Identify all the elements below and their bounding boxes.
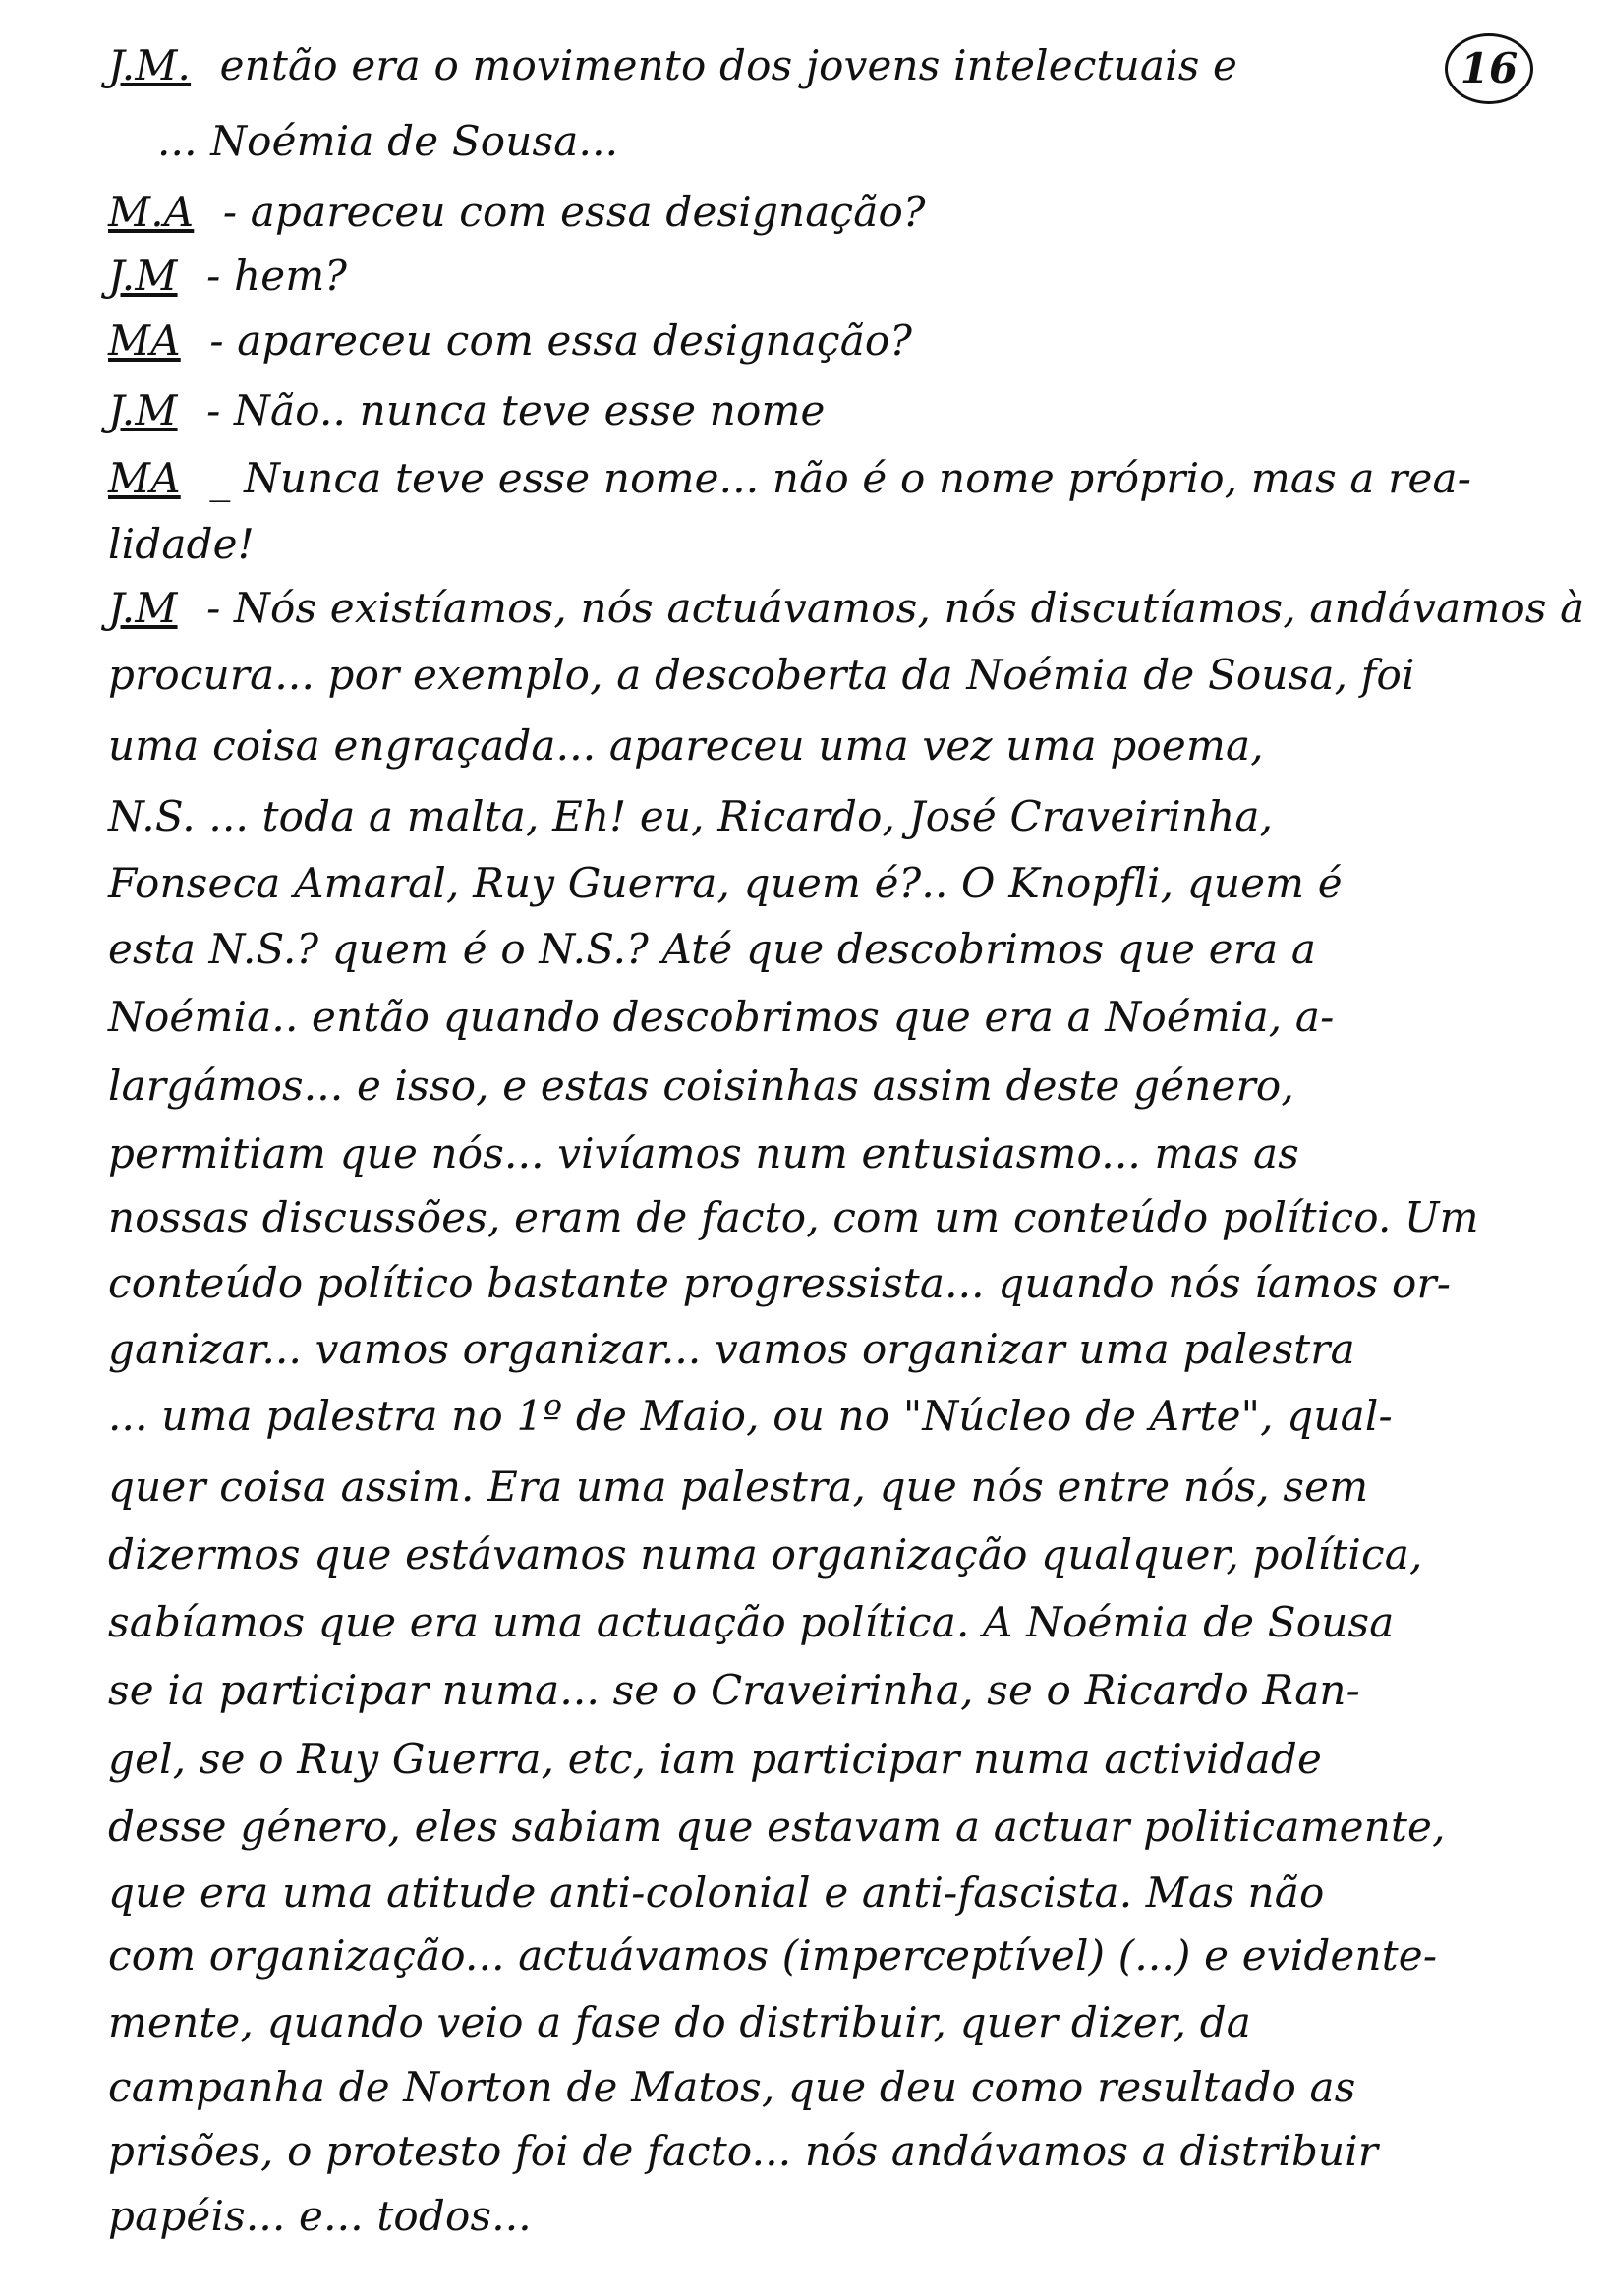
transcript-line <box>108 925 1533 973</box>
line-text: mente, quando veio a fase do distribuir, quer dizer, da <box>108 1998 1252 2046</box>
transcript-line <box>108 792 1533 840</box>
transcript-line <box>108 2063 1533 2111</box>
line-text: ganizar... vamos organizar... vamos organizar uma palestra <box>108 1325 1355 1373</box>
line-text: nossas discussões, eram de facto, com um conteúdo político. Um <box>108 1193 1479 1241</box>
transcript-line <box>108 1598 1533 1646</box>
speaker-label: J.M <box>108 584 178 632</box>
line-text: - Não.. nunca teve esse nome <box>206 386 826 434</box>
line-text: papéis... e... todos... <box>108 2192 532 2240</box>
speaker-label: MA <box>108 454 181 502</box>
transcript-line <box>108 252 1533 300</box>
line-text: quer coisa assim. Era uma palestra, que nós entre nós, sem <box>108 1463 1369 1511</box>
page-number: 16 <box>1445 33 1533 104</box>
transcript-line <box>108 584 1585 632</box>
transcript-line <box>108 188 1533 236</box>
transcript-line <box>108 1129 1533 1177</box>
line-text: Fonseca Amaral, Ruy Guerra, quem é?.. O Knopfli, quem é <box>108 859 1343 907</box>
transcript-line <box>108 1803 1533 1851</box>
line-text: desse género, eles sabiam que estavam a actuar politicamente, <box>108 1803 1446 1851</box>
line-text: - hem? <box>206 252 348 300</box>
transcript-line <box>108 1931 1533 1980</box>
line-text: N.S. ... toda a malta, Eh! eu, Ricardo, José Craveirinha, <box>108 792 1274 840</box>
transcript-line <box>108 520 1533 568</box>
speaker-label: M.A <box>108 188 195 236</box>
line-text: campanha de Norton de Matos, que deu como resultado as <box>108 2063 1356 2111</box>
transcript-line <box>108 41 1533 89</box>
line-text: Noémia.. então quando descobrimos que era a Noémia, a- <box>108 993 1335 1041</box>
transcript-line <box>108 2192 1533 2240</box>
line-text: - apareceu com essa designação? <box>222 188 926 236</box>
line-text: procura... por exemplo, a descoberta da Noémia de Sousa, foi <box>108 651 1415 699</box>
line-text: ... uma palestra no 1º de Maio, ou no "Núcleo de Arte", qual- <box>108 1392 1393 1440</box>
line-text: _ Nunca teve esse nome... não é o nome próprio, mas a rea- <box>209 454 1472 502</box>
line-text: - apareceu com essa designação? <box>209 316 913 365</box>
transcript-line <box>108 1735 1533 1783</box>
transcript-line <box>157 117 1582 165</box>
line-text: uma coisa engraçada... apareceu uma vez uma poema, <box>108 721 1264 770</box>
line-text: - Nós existíamos, nós actuávamos, nós discutíamos, andávamos à <box>206 584 1585 632</box>
transcript-line <box>108 1463 1533 1511</box>
speaker-label: MA <box>108 316 181 365</box>
transcript-line <box>108 1062 1533 1110</box>
line-text: gel, se o Ruy Guerra, etc, iam participar numa actividade <box>108 1735 1323 1783</box>
line-text: sabíamos que era uma actuação política. A Noémia de Sousa <box>108 1598 1395 1646</box>
transcript-line <box>108 1868 1533 1917</box>
speaker-label: J.M <box>108 252 178 300</box>
speaker-label: J.M. <box>108 41 192 89</box>
transcript-line <box>108 386 1533 434</box>
line-text: lidade! <box>108 520 255 568</box>
line-text: largámos... e isso, e estas coisinhas assim deste género, <box>108 1062 1294 1110</box>
transcript-line <box>108 993 1533 1041</box>
transcript-line <box>108 1392 1533 1440</box>
transcript-line <box>108 1325 1533 1373</box>
line-text: permitiam que nós... vivíamos num entusiasmo... mas as <box>108 1129 1300 1177</box>
transcript-line <box>108 2127 1533 2175</box>
transcript-line <box>108 316 1533 365</box>
transcript-line <box>108 721 1533 770</box>
line-text: dizermos que estávamos numa organização qualquer, política, <box>108 1530 1423 1578</box>
transcript-line <box>108 1193 1533 1241</box>
line-text: se ia participar numa... se o Craveirinha, se o Ricardo Ran- <box>108 1666 1361 1714</box>
line-text: com organização... actuávamos (imperceptível) (...) e evidente- <box>108 1931 1438 1980</box>
transcript-line <box>108 1259 1533 1307</box>
line-text: conteúdo político bastante progressista... quando nós íamos or- <box>108 1259 1452 1307</box>
transcript-line <box>108 859 1533 907</box>
line-text: então era o movimento dos jovens intelectuais e <box>219 41 1238 89</box>
transcript-line <box>108 1666 1533 1714</box>
line-text: que era uma atitude anti-colonial e anti-fascista. Mas não <box>108 1868 1325 1917</box>
line-text: esta N.S.? quem é o N.S.? Até que descobrimos que era a <box>108 925 1317 973</box>
transcript-line <box>108 1530 1533 1578</box>
transcript-line <box>108 1998 1533 2046</box>
line-text: prisões, o protesto foi de facto... nós andávamos a distribuir <box>108 2127 1379 2175</box>
line-text: ... Noémia de Sousa... <box>157 117 619 165</box>
transcript-line <box>108 454 1533 502</box>
transcript-line <box>108 651 1533 699</box>
speaker-label: J.M <box>108 386 178 434</box>
